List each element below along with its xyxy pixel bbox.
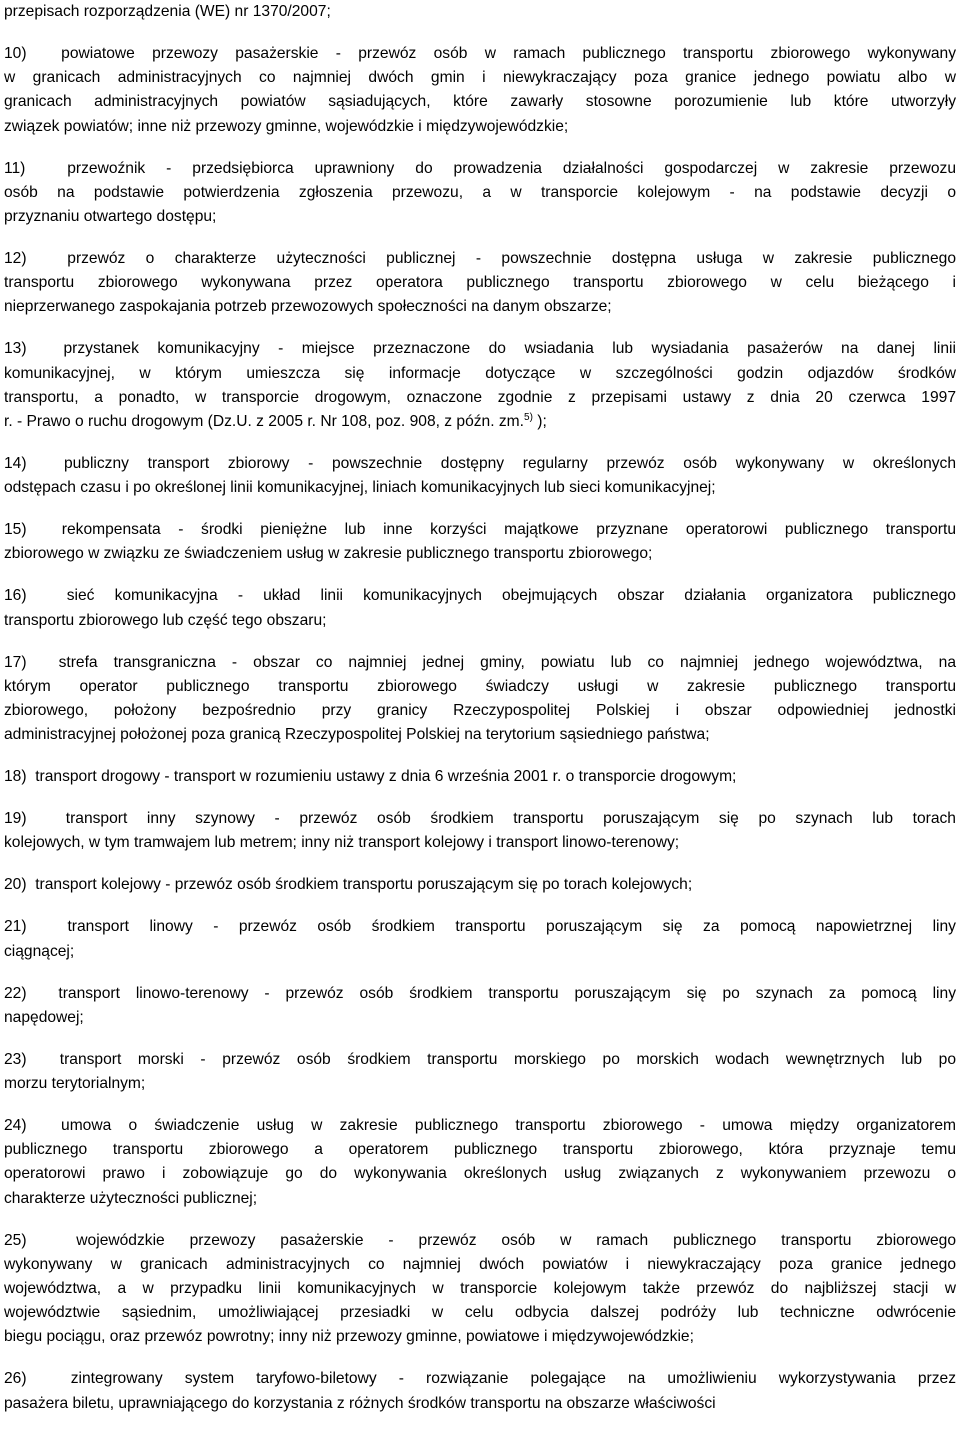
definition-line xyxy=(4,982,956,1006)
definition-item xyxy=(4,452,956,500)
definition-item xyxy=(4,1367,956,1415)
definition-line xyxy=(4,295,956,319)
definition-line xyxy=(4,723,956,747)
definition-text: związek powiatów; inne niż przewozy gminne, wojewódzkie i międzywojewódzkie; xyxy=(4,117,569,135)
definition-line xyxy=(4,1048,956,1072)
definition-number: 10) xyxy=(4,45,27,62)
definition-text: powiatowe przewozy pasażerskie - przewóz osób w ramach publicznego transportu zbiorowego wykonywany xyxy=(61,45,956,62)
definition-text: transport linowo-terenowy - przewóz osób środkiem transportu poruszającym się po szynach za pomocą liny xyxy=(58,984,956,1002)
definition-text: odstępach czasu i po określonej linii komunikacyjnej, liniach komunikacyjnych lub sieci komunikacyjnej; xyxy=(4,479,716,497)
definition-text: osób na podstawie potwierdzenia zgłoszenia przewozu, a w transporcie kolejowym - na podstawie decyzji o xyxy=(4,183,956,201)
definition-item xyxy=(4,157,956,230)
definition-text: pasażera biletu, uprawniającego do korzystania z różnych środków transportu na obszarze właściwości xyxy=(4,1394,716,1412)
definition-item xyxy=(4,42,956,139)
definition-text: transportu zbiorowego lub część tego obszaru; xyxy=(4,611,327,629)
definition-text: sieć komunikacyjna - układ linii komunikacyjnych obejmujących obszar działania organizatora publicznego xyxy=(66,587,956,605)
definition-text: przewóz o charakterze użyteczności publicznej - powszechnie dostępna usługa w zakresie publicznego xyxy=(67,250,956,268)
definition-text: publiczny transport zbiorowy - powszechnie dostępny regularny przewóz osób wykonywany w określonych xyxy=(63,455,957,473)
definition-text: morzu terytorialnym; xyxy=(4,1075,146,1093)
definition-line xyxy=(4,115,956,139)
definition-number: 12) xyxy=(4,250,27,268)
definition-line xyxy=(4,1072,956,1096)
definition-item xyxy=(4,1048,956,1096)
definition-text: zbiorowego w związku ze świadczeniem usług w zakresie publicznego transportu zbiorowego; xyxy=(4,545,653,563)
definition-line xyxy=(4,157,956,181)
definition-text: transport drogowy - transport w rozumieniu ustawy z dnia 6 września 2001 r. o transporcie drogowym; xyxy=(35,768,737,786)
definition-text: komunikacyjnej, w którym umieszcza się informacje dotyczące w szczególności godzin odjazdów środków xyxy=(4,364,956,382)
definition-item xyxy=(4,982,956,1030)
intro-text: przepisach rozporządzenia (WE) nr 1370/2007; xyxy=(4,3,331,20)
definition-text: transport linowy - przewóz osób środkiem transportu poruszającym się za pomocą napowietrznej liny xyxy=(67,918,956,936)
definition-item xyxy=(4,651,956,748)
definition-number: 13) xyxy=(4,340,27,358)
definition-text: nieprzerwanego zaspokajania potrzeb przewozowych społeczności na danym obszarze; xyxy=(4,298,612,316)
definition-line xyxy=(4,675,956,699)
definition-text: transport inny szynowy - przewóz osób środkiem transportu poruszającym się po szynach lub torach xyxy=(65,810,956,828)
definition-item xyxy=(4,873,956,897)
definition-text: r. - Prawo o ruchu drogowym (Dz.U. z 2005 r. Nr 108, poz. 908, z późn. zm. xyxy=(4,413,525,431)
definition-item xyxy=(4,1114,956,1211)
definition-number: 15) xyxy=(4,521,27,539)
definition-item xyxy=(4,247,956,320)
document-page xyxy=(4,0,956,1416)
definition-text: umowa o świadczenie usług w zakresie publicznego transportu zbiorowego - umowa między organizatorem xyxy=(61,1117,956,1135)
definition-line xyxy=(4,1006,956,1030)
definition-line xyxy=(4,542,956,566)
definition-text: województwa, a w przypadku linii komunikacyjnych w transporcie kolejowym także przewóz do najbliższej stacji w xyxy=(4,1280,956,1298)
definition-item xyxy=(4,518,956,566)
definition-line xyxy=(4,873,956,897)
definition-line xyxy=(4,1162,956,1186)
definition-line xyxy=(4,1277,956,1301)
definition-text: w granicach administracyjnych co najmniej dwóch gmin i niewykraczający poza granice jednego powiatu albo w xyxy=(4,69,956,87)
definition-text: granicach administracyjnych powiatów sąsiadujących, które zawarły stosowne porozumienie lub które utworzyły xyxy=(4,93,956,111)
definition-line xyxy=(4,66,956,90)
definition-text: wojewódzkie przewozy pasażerskie - przewóz osób w ramach publicznego transportu zbiorowego xyxy=(76,1231,956,1249)
definition-number: 25) xyxy=(4,1231,27,1249)
definition-line xyxy=(4,181,956,205)
definition-text: strefa transgraniczna - obszar co najmniej jednej gminy, powiatu lub co najmniej jednego województwa, na xyxy=(58,653,956,671)
definition-line xyxy=(4,205,956,229)
definition-text: administracyjnej położonej poza granicą Rzeczypospolitej Polskiej na terytorium sąsiedniego państwa; xyxy=(4,726,710,744)
definition-number: 22) xyxy=(4,984,27,1002)
definition-line xyxy=(4,1114,956,1138)
definition-text: wykonywany w granicach administracyjnych co najmniej dwóch powiatów i niewykraczający poza granice jednego xyxy=(4,1255,956,1273)
definition-line xyxy=(4,699,956,723)
definition-text: zintegrowany system taryfowo-biletowy - rozwiązanie polegające na umożliwieniu wykorzystywania przez xyxy=(70,1370,956,1388)
definition-number: 21) xyxy=(4,918,27,936)
definition-line xyxy=(4,831,956,855)
definition-line xyxy=(4,1187,956,1211)
definition-item xyxy=(4,807,956,855)
definition-text: przyznaniu otwartego dostępu; xyxy=(4,208,217,226)
definition-number: 19) xyxy=(4,810,27,828)
definition-line xyxy=(4,1392,956,1416)
footnote-marker: 5) xyxy=(524,412,533,424)
definition-text: publicznego transportu zbiorowego a operatorem publicznego transportu zbiorowego, która przyznaje temu xyxy=(4,1141,956,1159)
definition-line xyxy=(4,247,956,271)
definition-text: przewoźnik - przedsiębiorca uprawniony do prowadzenia działalności gospodarczej w zakresie przewozu xyxy=(67,159,956,177)
definition-text: transportu, a ponadto, w transporcie drogowym, oznaczone zgodnie z przepisami ustawy z dnia 20 czerwca 1997 xyxy=(4,388,956,406)
definition-text: kolejowych, w tym tramwajem lub metrem; inny niż transport kolejowy i transport linowo-terenowy; xyxy=(4,834,680,852)
definition-line xyxy=(4,609,956,633)
definition-text: którym operator publicznego transportu zbiorowego świadczy usługi w zakresie publicznego transportu xyxy=(4,677,956,695)
definition-number: 18) xyxy=(4,768,27,786)
definition-line xyxy=(4,42,956,66)
definition-text: przystanek komunikacyjny - miejsce przeznaczone do wsiadania lub wysiadania pasażerów na danej linii xyxy=(63,340,956,358)
definition-line xyxy=(4,940,956,964)
definition-line xyxy=(4,337,956,361)
definition-text: transport kolejowy - przewóz osób środkiem transportu poruszającym się po torach kolejowych; xyxy=(35,876,693,894)
definition-line xyxy=(4,1253,956,1277)
definition-line xyxy=(4,518,956,542)
definition-line xyxy=(4,1325,956,1349)
definitions-list xyxy=(4,42,956,1416)
definition-line xyxy=(4,1229,956,1253)
definition-number: 11) xyxy=(4,159,26,177)
definition-item xyxy=(4,915,956,963)
definition-line xyxy=(4,1138,956,1162)
definition-line xyxy=(4,386,956,410)
definition-text: transportu zbiorowego wykonywana przez operatora publicznego transportu zbiorowego w celu bieżącego i xyxy=(4,274,956,292)
definition-line xyxy=(4,476,956,500)
definition-line xyxy=(4,90,956,114)
definition-text: biegu pociągu, oraz przewóz powrotny; inny niż przewozy gminne, powiatowe i międzywojewódzkie; xyxy=(4,1328,694,1346)
definition-text: ciągnącej; xyxy=(4,942,75,960)
definition-text: charakterze użyteczności publicznej; xyxy=(4,1189,258,1207)
definition-number: 26) xyxy=(4,1370,27,1388)
definition-line xyxy=(4,1367,956,1391)
definition-number: 20) xyxy=(4,876,27,894)
definition-line xyxy=(4,915,956,939)
definition-text: rekompensata - środki pieniężne lub inne korzyści majątkowe przyznane operatorowi publicznego transportu xyxy=(61,521,956,539)
definition-line xyxy=(4,362,956,386)
definition-line xyxy=(4,410,956,434)
definition-number: 14) xyxy=(4,455,27,473)
definition-item xyxy=(4,337,956,434)
definition-tail: ); xyxy=(532,413,547,431)
definition-line xyxy=(4,651,956,675)
definition-text: transport morski - przewóz osób środkiem transportu morskiego po morskich wodach wewnętrznych lub po xyxy=(59,1050,956,1068)
definition-text: województwie sąsiednim, umożliwiającej przesiadki w celu odbycia dalszej podróży lub techniczne odwrócenie xyxy=(4,1304,956,1322)
definition-text: operatorowi prawo i zobowiązuje go do wykonywania określonych usług związanych z wykonywaniem przewozu o xyxy=(4,1165,956,1183)
definition-line xyxy=(4,807,956,831)
definition-text: zbiorowego, położony bezpośrednio przy granicy Rzeczypospolitej Polskiej i obszar odpowiedniej jednostki xyxy=(4,702,956,720)
definition-item xyxy=(4,584,956,632)
definition-line xyxy=(4,1301,956,1325)
definition-line xyxy=(4,584,956,608)
definition-line xyxy=(4,271,956,295)
definition-number: 23) xyxy=(4,1050,27,1068)
definition-line xyxy=(4,765,956,789)
definition-number: 17) xyxy=(4,653,27,671)
definition-text: napędowej; xyxy=(4,1008,84,1026)
definition-line xyxy=(4,452,956,476)
definition-item xyxy=(4,765,956,789)
definition-number: 24) xyxy=(4,1117,27,1135)
definition-item xyxy=(4,1229,956,1350)
definition-number: 16) xyxy=(4,587,27,605)
